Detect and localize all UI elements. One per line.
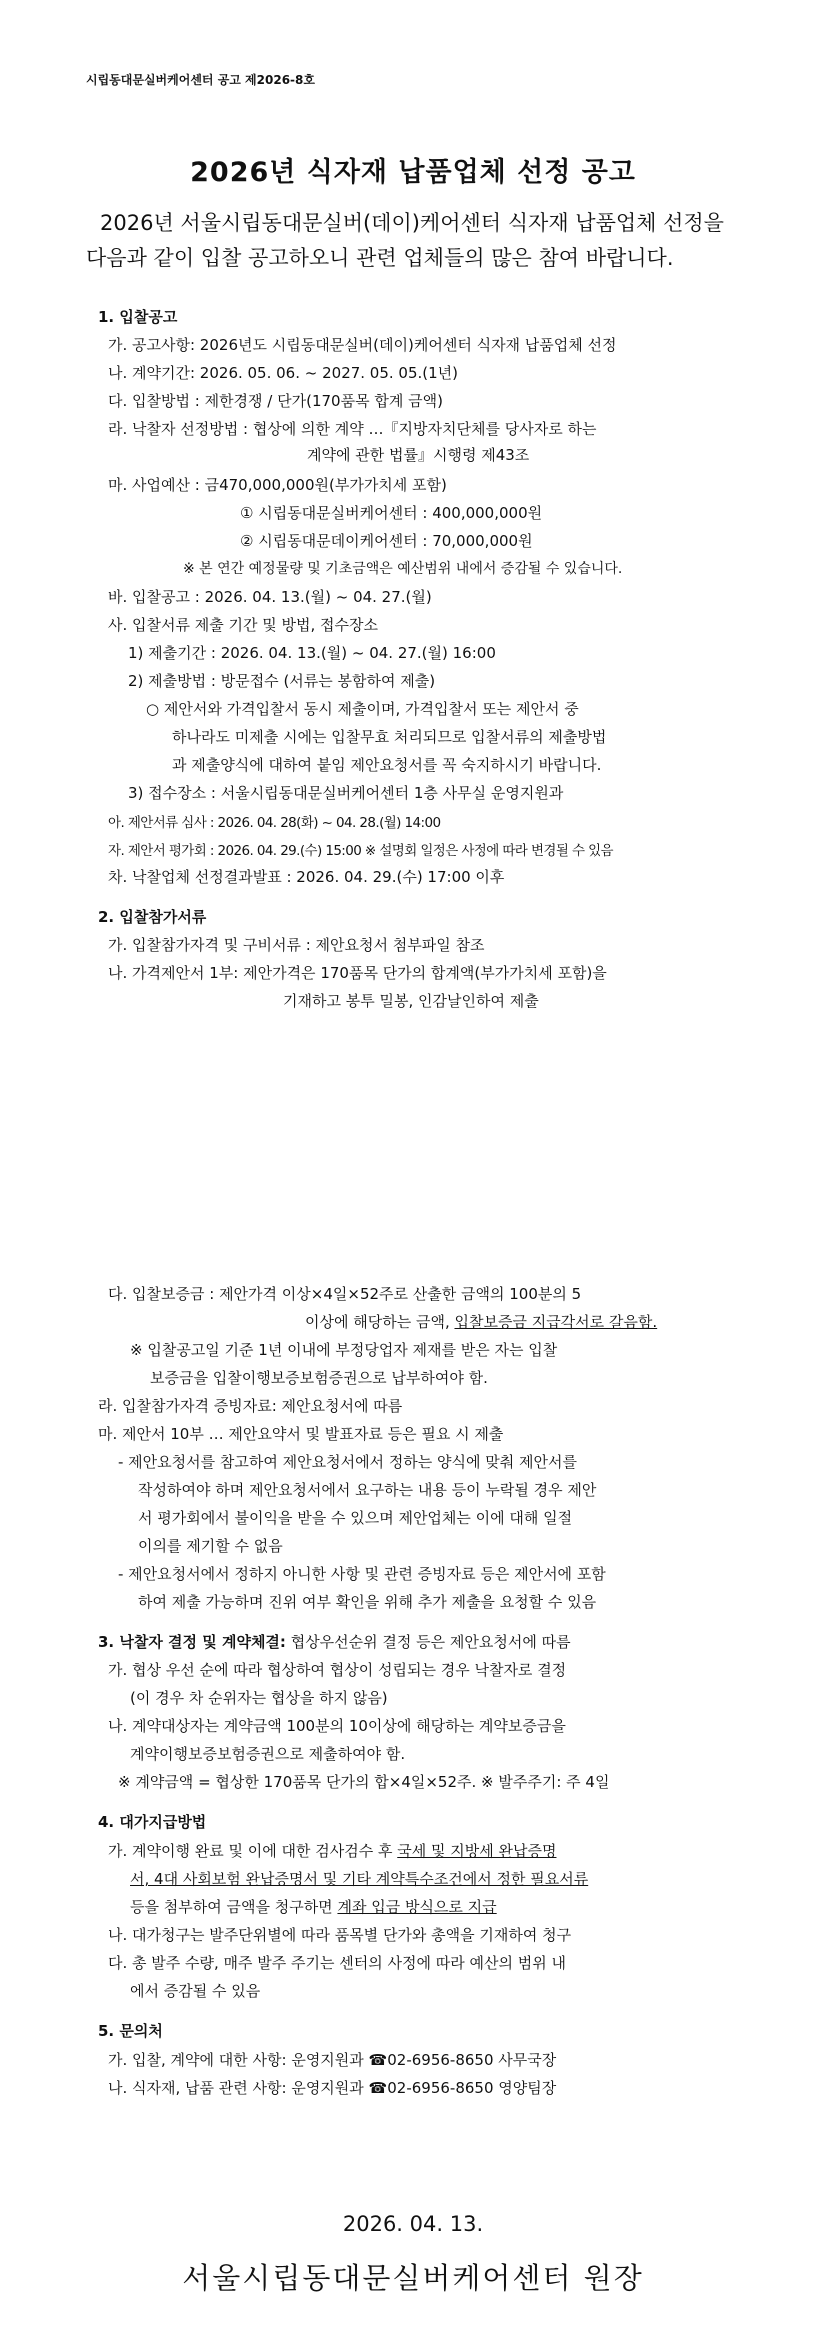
s1-sa-3: 3) 접수장소 : 서울시립동대문실버케어센터 1층 사무실 운영지원과 [128, 784, 564, 802]
s1-ma: 마. 사업예산 : 금470,000,000원(부가가치세 포함) [108, 476, 447, 494]
s1-na: 나. 계약기간: 2026. 05. 06. ~ 2027. 05. 05.(1년) [108, 364, 459, 382]
s2-da-1: 다. 입찰보증금 : 제안가격 이상×4일×52주로 산출한 금액의 100분의 5 [108, 1285, 582, 1303]
s2-da-note-1: ※ 입찰공고일 기준 1년 이내에 부정당업자 제재를 받은 자는 입찰 [130, 1341, 558, 1359]
s1-sa-2-note-2: 하나라도 미제출 시에는 입찰무효 처리되므로 입찰서류의 제출방법 [172, 728, 607, 746]
intro-line-2: 다음과 같이 입찰 공고하오니 관련 업체들의 많은 참여 바랍니다. [86, 246, 674, 270]
s2-ma-bullet-1-3: 서 평가회에서 불이익을 받을 수 있으며 제안업체는 이에 대해 일절 [138, 1509, 573, 1527]
notice-number: 시립동대문실버케어센터 공고 제2026-8호 [86, 73, 315, 87]
s4-ga-3-text: 등을 첨부하여 금액을 청구하면 [130, 1898, 338, 1916]
s2-ga: 가. 입찰참가자격 및 구비서류 : 제안요청서 첨부파일 참조 [108, 936, 485, 954]
s2-ma: 마. 제안서 10부 … 제안요약서 및 발표자료 등은 필요 시 제출 [98, 1425, 504, 1443]
s1-ma-note: ※ 본 연간 예정물량 및 기초금액은 예산범위 내에서 증감될 수 있습니다. [183, 561, 623, 577]
s2-ma-bullet-2-2: 하여 제출 가능하며 진위 여부 확인을 위해 추가 제출을 요청할 수 있음 [138, 1593, 597, 1611]
s2-da-2-underlined: 입찰보증금 지급각서로 갈음함. [454, 1313, 658, 1331]
section-3-heading-bold: 3. 낙찰자 결정 및 계약체결: [98, 1633, 286, 1651]
s4-da-1: 다. 총 발주 수량, 매주 발주 주기는 센터의 사정에 따라 예산의 범위 내 [108, 1954, 566, 1972]
signer: 서울시립동대문실버케어센터 원장 [182, 2261, 644, 2295]
s1-cha: 차. 낙찰업체 선정결과발표 : 2026. 04. 29.(수) 17:00 이후 [108, 868, 505, 886]
s2-na-2: 기재하고 봉투 밀봉, 인감날인하여 제출 [283, 992, 539, 1010]
s2-ma-bullet-1-4: 이의를 제기할 수 없음 [138, 1537, 283, 1555]
s1-a: 아. 제안서류 심사 : 2026. 04. 28(화) ~ 04. 28.(월) 14:00 [108, 815, 441, 831]
section-2-heading: 2. 입찰참가서류 [98, 908, 207, 926]
s1-ja: 자. 제안서 평가회 : 2026. 04. 29.(수) 15:00 ※ 설명회 일정은 사정에 따라 변경될 수 있음 [108, 843, 613, 859]
s2-ma-bullet-2-1: - 제안요청서에서 정하지 아니한 사항 및 관련 증빙자료 등은 제안서에 포함 [118, 1565, 606, 1583]
s2-na-1: 나. 가격제안서 1부: 제안가격은 170품목 단가의 합계액(부가가치세 포함)을 [108, 964, 607, 982]
s2-ra: 라. 입찰참가자격 증빙자료: 제안요청서에 따름 [98, 1397, 403, 1415]
s2-ma-bullet-1-2: 작성하여야 하며 제안요청서에서 요구하는 내용 등이 누락될 경우 제안 [138, 1481, 597, 1499]
intro-line-1: 2026년 서울시립동대문실버(데이)케어센터 식자재 납품업체 선정을 [100, 211, 724, 235]
s2-da-2 [305, 1311, 657, 1332]
s4-ga-1-text: 가. 계약이행 완료 및 이에 대한 검사검수 후 [108, 1842, 398, 1860]
s1-ra-1: 라. 낙찰자 선정방법 : 협상에 의한 계약 …『지방자치단체를 당사자로 하는 [108, 420, 597, 438]
section-3-heading-rest: 협상우선순위 결정 등은 제안요청서에 따름 [285, 1633, 571, 1651]
s3-na-1: 나. 계약대상자는 계약금액 100분의 10이상에 해당하는 계약보증금을 [108, 1717, 566, 1735]
s1-sa-2: 2) 제출방법 : 방문접수 (서류는 봉함하여 제출) [128, 672, 436, 690]
s5-ga: 가. 입찰, 계약에 대한 사항: 운영지원과 ☎02-6956-8650 사무국장 [108, 2051, 557, 2069]
section-4-heading: 4. 대가지급방법 [98, 1813, 207, 1831]
s1-ma-2: ② 시립동대문데이케어센터 : 70,000,000원 [240, 532, 533, 550]
s3-ga-1: 가. 협상 우선 순에 따라 협상하여 협상이 성립되는 경우 낙찰자로 결정 [108, 1661, 567, 1679]
s2-da-note-2: 보증금을 입찰이행보증보험증권으로 납부하여야 함. [150, 1369, 488, 1387]
s4-da-2: 에서 증감될 수 있음 [130, 1982, 261, 2000]
page-title: 2026년 식자재 납품업체 선정 공고 [190, 157, 636, 188]
s5-na: 나. 식자재, 납품 관련 사항: 운영지원과 ☎02-6956-8650 영양팀장 [108, 2079, 557, 2097]
s4-ga-3 [130, 1896, 497, 1917]
s1-ma-1: ① 시립동대문실버케어센터 : 400,000,000원 [240, 504, 543, 522]
s3-na-2: 계약이행보증보험증권으로 제출하여야 함. [130, 1745, 406, 1763]
s1-sa-2-note-3: 과 제출양식에 대하여 붙임 제안요청서를 꼭 숙지하시기 바랍니다. [172, 756, 602, 774]
s3-note: ※ 계약금액 = 협상한 170품목 단가의 합×4일×52주. ※ 발주주기: 주 4일 [118, 1773, 610, 1791]
section-1-heading: 1. 입찰공고 [98, 308, 178, 326]
s2-da-2-text: 이상에 해당하는 금액, [305, 1313, 455, 1331]
section-3-heading [98, 1631, 571, 1652]
s4-ga-1-underlined: 국세 및 지방세 완납증명 [397, 1842, 557, 1860]
s4-ga-2: 서, 4대 사회보험 완납증명서 및 기타 계약특수조건에서 정한 필요서류 [130, 1870, 589, 1888]
s2-ma-bullet-1-1: - 제안요청서를 참고하여 제안요청서에서 정하는 양식에 맞춰 제안서를 [118, 1453, 578, 1471]
s1-sa-1: 1) 제출기간 : 2026. 04. 13.(월) ~ 04. 27.(월) 16:00 [128, 644, 496, 662]
notice-date: 2026. 04. 13. [342, 2212, 484, 2236]
s1-ra-2: 계약에 관한 법률』시행령 제43조 [307, 446, 530, 464]
s1-sa: 사. 입찰서류 제출 기간 및 방법, 접수장소 [108, 616, 378, 634]
s1-da: 다. 입찰방법 : 제한경쟁 / 단가(170품목 합계 금액) [108, 392, 443, 410]
s3-ga-2: (이 경우 차 순위자는 협상을 하지 않음) [130, 1689, 388, 1707]
s1-sa-2-note-1: ○ 제안서와 가격입찰서 동시 제출이며, 가격입찰서 또는 제안서 중 [146, 700, 579, 718]
section-5-heading: 5. 문의처 [98, 2022, 163, 2040]
s1-ba: 바. 입찰공고 : 2026. 04. 13.(월) ~ 04. 27.(월) [108, 588, 432, 606]
s4-ga-3-underlined: 계좌 입금 방식으로 지급 [337, 1898, 497, 1916]
s1-ga: 가. 공고사항: 2026년도 시립동대문실버(데이)케어센터 식자재 납품업체 선정 [108, 336, 617, 354]
s4-na: 나. 대가청구는 발주단위별에 따라 품목별 단가와 총액을 기재하여 청구 [108, 1926, 572, 1944]
s4-ga-1 [108, 1840, 556, 1861]
